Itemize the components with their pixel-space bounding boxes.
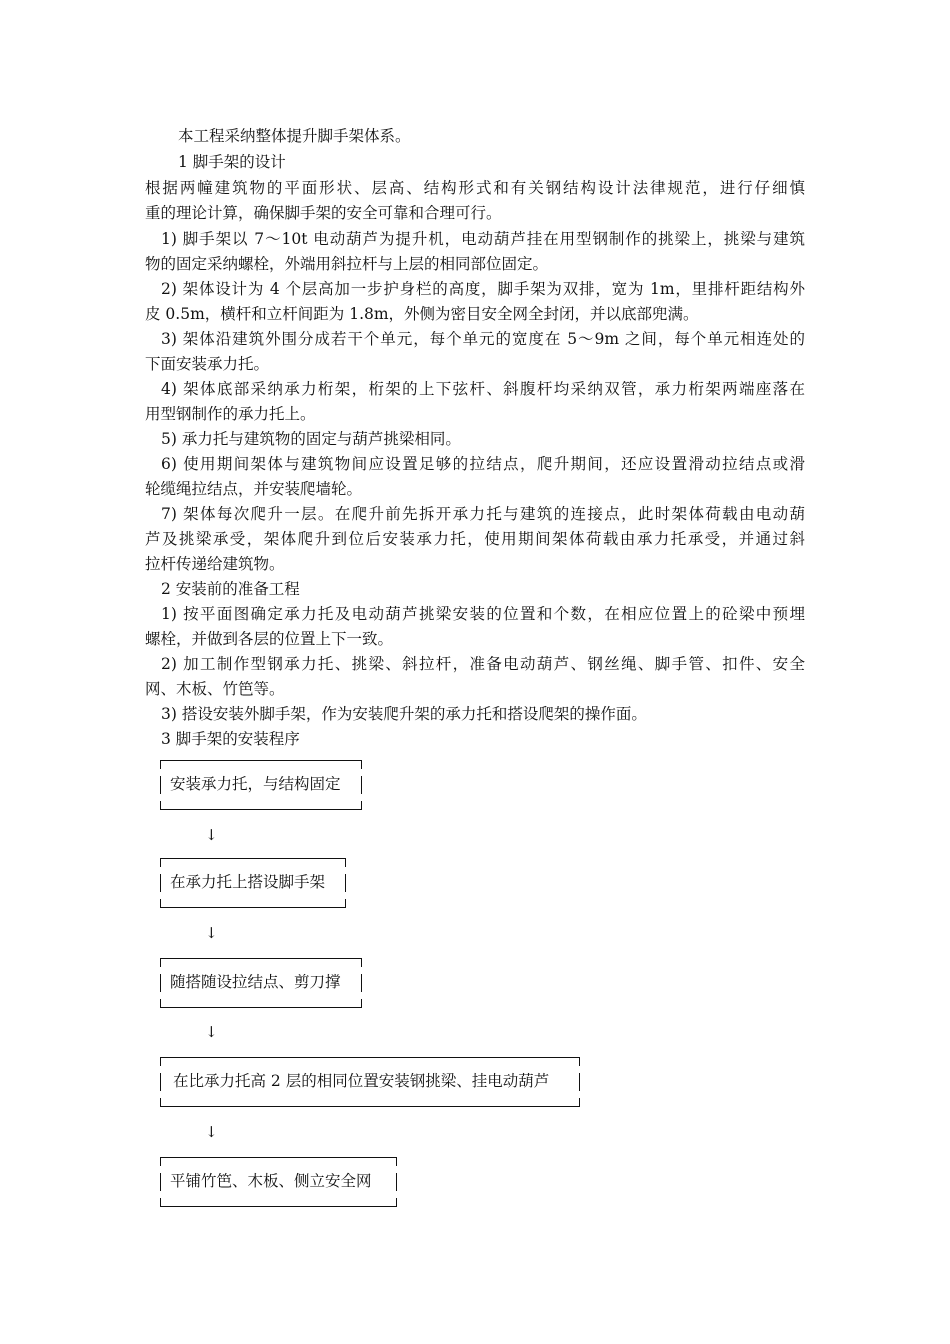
flow-step-label: 安装承力托，与结构固定 xyxy=(170,775,341,793)
section-heading-3: 3 脚手架的安装程序 xyxy=(161,730,300,748)
down-arrow-icon: ↓ xyxy=(205,1023,218,1041)
paragraph-line: 轮缆绳拉结点，并安装爬墙轮。 xyxy=(145,480,363,498)
flow-step-label: 随搭随设拉结点、剪刀撑 xyxy=(170,973,341,991)
down-arrow-icon: ↓ xyxy=(205,1123,218,1141)
paragraph-line: 根据两幢建筑物的平面形状、层高、结构形式和有关钢结构设计法律规范，进行仔细慎 xyxy=(145,179,805,197)
down-arrow-icon: ↓ xyxy=(205,826,218,844)
paragraph-line: 螺栓，并做到各层的位置上下一致。 xyxy=(145,630,394,648)
paragraph-line: 芦及挑梁承受，架体爬升到位后安装承力托，使用期间架体荷载由承力托承受，并通过斜 xyxy=(145,530,805,548)
section-heading-1: 1 脚手架的设计 xyxy=(178,153,286,171)
flow-step-box xyxy=(160,1157,397,1207)
paragraph-line: 下面安装承力托。 xyxy=(145,355,270,373)
flow-step-label: 在比承力托高 2 层的相同位置安装钢挑梁、挂电动葫芦 xyxy=(173,1072,550,1090)
flow-step-box xyxy=(160,858,346,908)
paragraph-line: 用型钢制作的承力托上。 xyxy=(145,405,316,423)
paragraph-line: 3) 架体沿建筑外围分成若干个单元，每个单元的宽度在 5～9m 之间，每个单元相连处的 xyxy=(161,330,805,348)
paragraph-line: 2) 架体设计为 4 个层高加一步护身栏的高度，脚手架为双排，宽为 1m，里排杆距结构外 xyxy=(161,280,805,298)
paragraph-line: 1) 脚手架以 7～10t 电动葫芦为提升机，电动葫芦挂在用型钢制作的挑梁上，挑梁与建筑 xyxy=(161,230,805,248)
flow-step-box xyxy=(160,760,362,810)
paragraph-line: 4) 架体底部采纳承力桁架，桁架的上下弦杆、斜腹杆均采纳双管，承力桁架两端座落在 xyxy=(161,380,805,398)
paragraph-line: 5) 承力托与建筑物的固定与葫芦挑梁相同。 xyxy=(161,430,461,448)
paragraph-line: 物的固定采纳螺栓，外端用斜拉杆与上层的相同部位固定。 xyxy=(145,255,549,273)
paragraph-line: 重的理论计算，确保脚手架的安全可靠和合理可行。 xyxy=(145,204,502,222)
flow-step-label: 平铺竹笆、木板、侧立安全网 xyxy=(170,1172,372,1190)
paragraph-line: 1) 按平面图确定承力托及电动葫芦挑梁安装的位置和个数，在相应位置上的砼梁中预埋 xyxy=(161,605,805,623)
paragraph-line: 6) 使用期间架体与建筑物间应设置足够的拉结点，爬升期间，还应设置滑动拉结点或滑 xyxy=(161,455,805,473)
down-arrow-icon: ↓ xyxy=(205,924,218,942)
paragraph-line: 皮 0.5m，横杆和立杆间距为 1.8m，外侧为密目安全网全封闭，并以底部兜满。 xyxy=(145,305,699,323)
flow-step-label: 在承力托上搭设脚手架 xyxy=(170,873,326,891)
intro-text: 本工程采纳整体提升脚手架体系。 xyxy=(178,127,411,145)
paragraph-line: 3) 搭设安装外脚手架，作为安装爬升架的承力托和搭设爬架的操作面。 xyxy=(161,705,647,723)
paragraph-line: 拉杆传递给建筑物。 xyxy=(145,555,285,573)
paragraph-line: 网、木板、竹笆等。 xyxy=(145,680,285,698)
flow-step-box xyxy=(160,1057,580,1107)
flow-step-box xyxy=(160,958,362,1008)
paragraph-line: 2) 加工制作型钢承力托、挑梁、斜拉杆，准备电动葫芦、钢丝绳、脚手管、扣件、安全 xyxy=(161,655,805,673)
section-heading-2: 2 安装前的准备工程 xyxy=(161,580,300,598)
paragraph-line: 7) 架体每次爬升一层。在爬升前先拆开承力托与建筑的连接点，此时架体荷载由电动葫 xyxy=(161,505,805,523)
